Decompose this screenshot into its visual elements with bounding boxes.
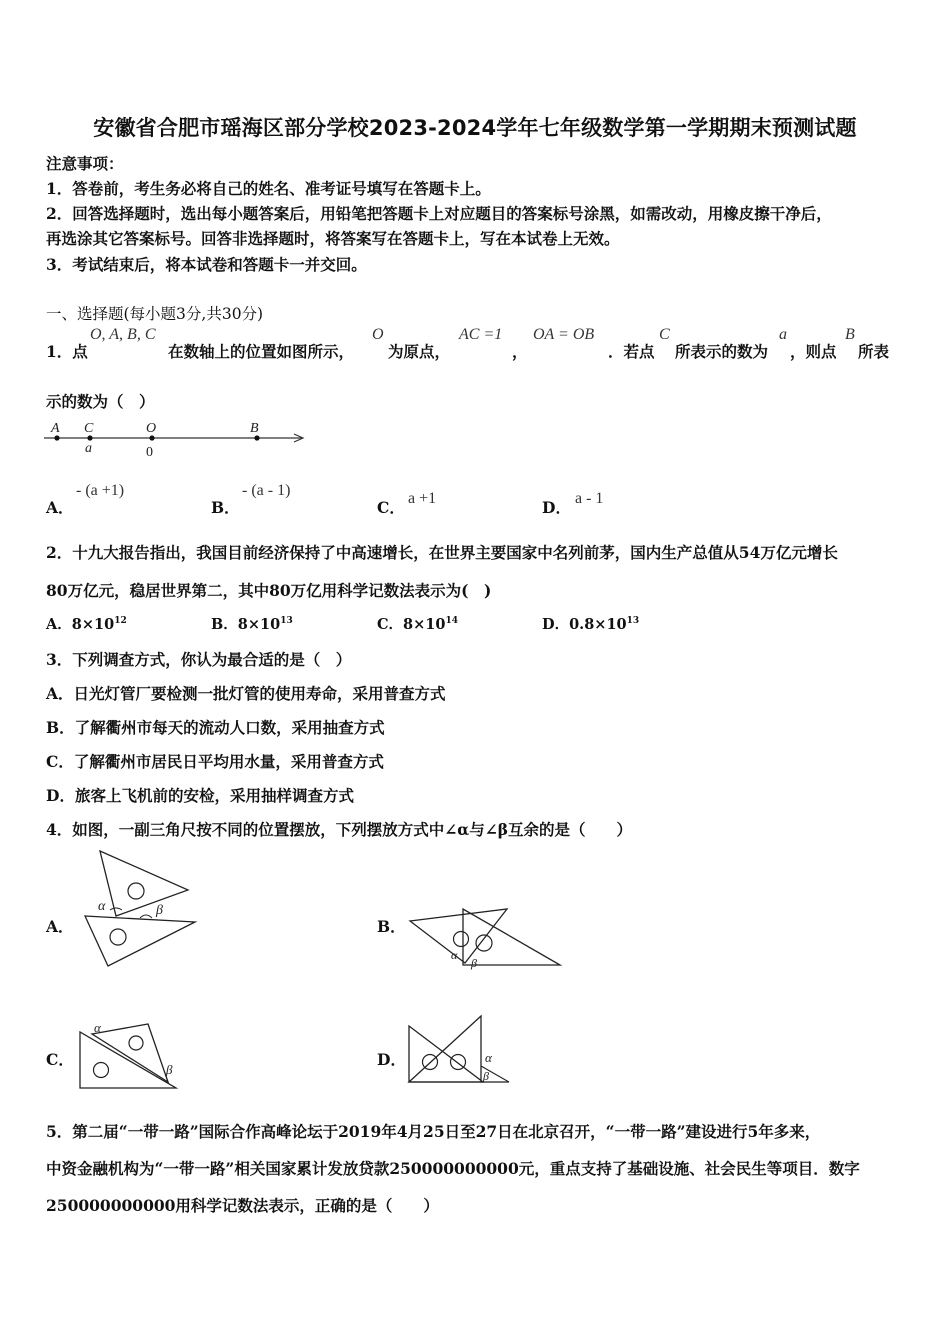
point-c-label: C <box>84 421 94 436</box>
q4c-alpha: α <box>94 1020 101 1035</box>
q4a-alpha: α <box>98 899 106 914</box>
page-title: 安徽省合肥市瑶海区部分学校2023-2024学年七年级数学第一学期期末预测试题 <box>93 116 857 140</box>
q1-option-c-value: a +1 <box>408 490 437 507</box>
q1-option-a-value: - (a +1) <box>76 482 125 499</box>
q1-text-line2: 示的数为（ ） <box>46 392 155 411</box>
q1-text-8: 所表 <box>858 342 890 361</box>
q1-math-points: O, A, B, C <box>90 326 156 343</box>
point-c-dot <box>87 435 92 440</box>
q3-option-c: C．了解衢州市居民日平均用水量，采用普查方式 <box>46 752 384 771</box>
q1-text-4: ， <box>512 342 528 361</box>
note-2b: 再选涂其它答案标号。回答非选择题时，将答案写在答题卡上，写在本试卷上无效。 <box>46 229 620 248</box>
q1-text-2: 在数轴上的位置如图所示， <box>168 342 355 361</box>
point-a-label: A <box>51 421 60 436</box>
note-1: 1．答卷前，考生务必将自己的姓名、准考证号填写在答题卡上。 <box>46 179 491 198</box>
q4b-alpha: α <box>451 948 458 962</box>
q4-figure-a <box>80 848 200 970</box>
q1-math-b: B <box>845 326 855 343</box>
q2-option-a: A．$8\times 10^{12}$ <box>46 616 127 633</box>
q4-option-d-label: D． <box>377 1050 406 1069</box>
q3-option-b: B．了解衢州市每天的流动人口数，采用抽查方式 <box>46 718 385 737</box>
q4b-beta: β <box>471 956 477 970</box>
q4-option-a-label: A． <box>46 917 74 936</box>
q4d-alpha: α <box>485 1050 492 1065</box>
note-3: 3．考试结束后，将本试卷和答题卡一并交回。 <box>46 255 367 274</box>
q1-option-b-value: - (a - 1) <box>242 482 291 499</box>
q4a-beta: β <box>156 903 163 918</box>
q1-option-c-label: C． <box>377 498 405 517</box>
q4-stem: 4．如图，一副三角尺按不同的位置摆放，下列摆放方式中∠α与∠β互余的是（ ） <box>46 820 632 839</box>
q4c-beta: β <box>166 1062 173 1077</box>
q4-option-c-label: C． <box>46 1050 74 1069</box>
q2-line-1: 2．十九大报告指出，我国目前经济保持了中高速增长，在世界主要国家中名列前茅，国内生产总值从54万亿元增长 <box>46 543 838 562</box>
point-o-value: 0 <box>146 445 153 460</box>
q1-text-1: 1．点 <box>46 342 88 361</box>
q2-option-c: C．$8\times 10^{14}$ <box>377 616 458 633</box>
q1-option-d-label: D． <box>542 498 571 517</box>
q1-option-b-label: B． <box>211 498 240 517</box>
q5-line-2: 中资金融机构为“一带一路”相关国家累计发放贷款250000000000元，重点支持了基础设施、社会民生等项目．数字 <box>46 1159 860 1178</box>
q2-option-d: D．$0.8\times 10^{13}$ <box>542 616 640 633</box>
q1-math-o: O <box>372 326 384 343</box>
q1-text-3: 为原点， <box>388 342 451 361</box>
q4-figure-b <box>405 905 565 973</box>
q4d-beta: β <box>483 1069 489 1083</box>
q1-text-7: ，则点 <box>790 342 837 361</box>
q4-figure-c <box>76 1018 186 1092</box>
number-line-figure <box>40 416 310 460</box>
q1-math-a: a <box>779 326 787 343</box>
q4-option-b-label: B． <box>377 917 406 936</box>
q5-line-3: 250000000000用科学记数法表示，正确的是（ ） <box>46 1196 439 1215</box>
q4-figure-d <box>405 1012 515 1088</box>
q3-stem: 3．下列调查方式，你认为最合适的是（ ） <box>46 650 352 669</box>
q2-option-b: B．$8\times 10^{13}$ <box>211 616 293 633</box>
section-heading: 一、选择题(每小题3分,共30分) <box>46 305 264 323</box>
point-b-label: B <box>250 421 259 436</box>
point-o-label: O <box>146 421 157 436</box>
q1-text-5: ．若点 <box>608 342 655 361</box>
note-2a: 2．回答选择题时，选出每小题答案后，用铅笔把答题卡上对应题目的答案标号涂黑，如需改动，用橡皮擦干净后， <box>46 204 832 223</box>
q2-line-2: 80万亿元，稳居世界第二，其中80万亿用科学记数法表示为( ) <box>46 581 492 600</box>
q1-math-oa: OA = OB <box>533 326 595 343</box>
q1-math-ac: AC =1 <box>459 326 503 343</box>
point-a-dot <box>54 435 59 440</box>
q1-option-d-value: a - 1 <box>575 490 604 507</box>
q1-text-6: 所表示的数为 <box>675 342 769 361</box>
q5-line-1: 5．第二届“一带一路”国际合作高峰论坛于2019年4月25日至27日在北京召开，“一带一路”建设进行5年多来， <box>46 1122 821 1141</box>
q1-option-a-label: A． <box>46 498 74 517</box>
q3-option-a: A．日光灯管厂要检测一批灯管的使用寿命，采用普查方式 <box>46 684 446 703</box>
point-o-dot <box>149 435 154 440</box>
point-c-value: a <box>85 441 92 456</box>
q3-option-d: D．旅客上飞机前的安检，采用抽样调查方式 <box>46 786 354 805</box>
q1-math-c: C <box>659 326 670 343</box>
point-b-dot <box>254 435 259 440</box>
notes-heading: 注意事项： <box>46 154 124 173</box>
